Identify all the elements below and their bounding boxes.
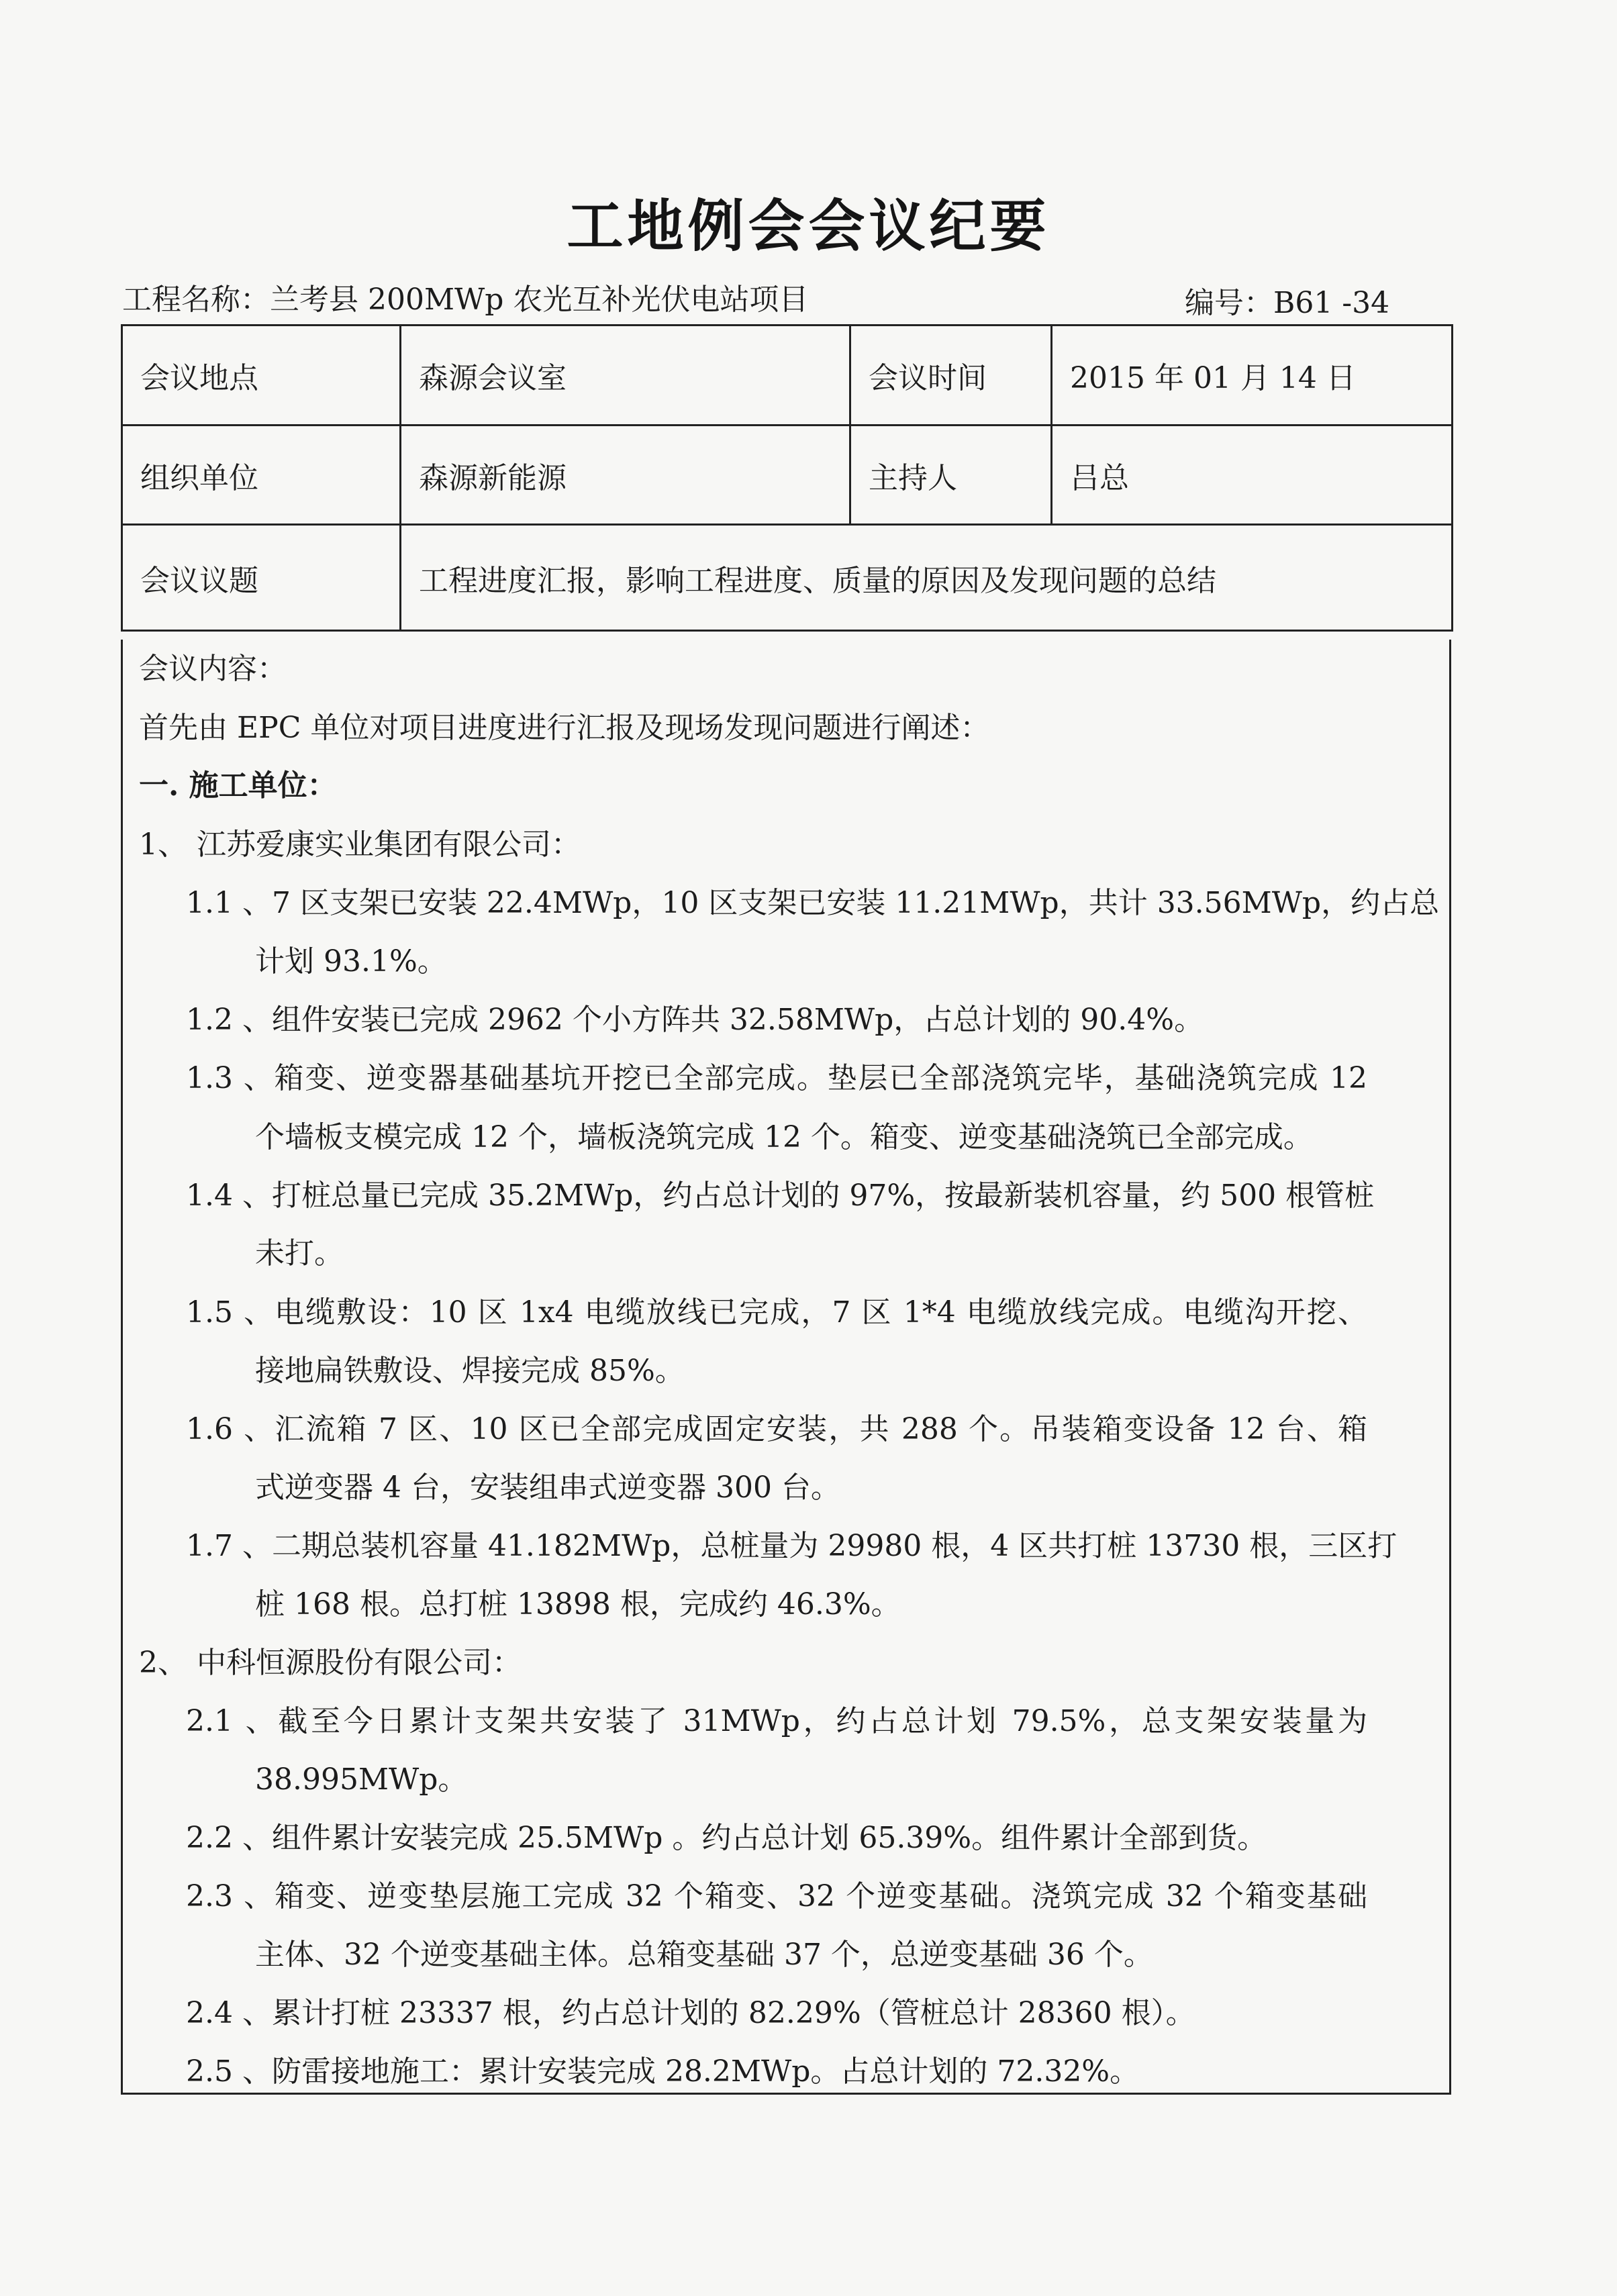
document-code: 编号：B61 -34 xyxy=(1185,286,1390,320)
list-item-continuation: 未打。 xyxy=(255,1236,344,1270)
document-title: 工地例会会议纪要 xyxy=(567,193,1050,259)
content-intro: 首先由 EPC 单位对项目进度进行汇报及现场发现问题进行阐述： xyxy=(139,711,990,745)
company-heading: 2、 中科恒源股份有限公司： xyxy=(139,1646,522,1680)
info-row-topic xyxy=(122,525,1453,631)
list-item-continuation: 接地扁铁敷设、焊接完成 85%。 xyxy=(255,1354,685,1388)
list-item-continuation: 个墙板支模完成 12 个，墙板浇筑完成 12 个。箱变、逆变基础浇筑已全部完成。 xyxy=(255,1120,1313,1154)
list-item: 1.3 、箱变、逆变器基础基坑开挖已全部完成。垫层已全部浇筑完毕，基础浇筑完成 12 xyxy=(186,1061,1367,1095)
list-item-continuation: 计划 93.1%。 xyxy=(255,944,447,979)
list-item-continuation: 主体、32 个逆变基础主体。总箱变基础 37 个，总逆变基础 36 个。 xyxy=(255,1938,1153,1972)
org-value: 森源新能源 xyxy=(401,426,850,525)
list-item: 1.7 、二期总装机容量 41.182MWp，总桩量为 29980 根，4 区共打桩 13730 根，三区打 xyxy=(186,1529,1398,1563)
info-row-location xyxy=(122,326,1453,426)
location-value: 森源会议室 xyxy=(401,326,850,426)
list-item-continuation: 式逆变器 4 台，安装组串式逆变器 300 台。 xyxy=(255,1470,840,1505)
list-item: 2.3 、箱变、逆变垫层施工完成 32 个箱变、32 个逆变基础。浇筑完成 32 个箱变基础 xyxy=(186,1879,1367,1913)
company-heading: 1、 江苏爱康实业集团有限公司： xyxy=(139,828,581,862)
list-item: 2.4 、累计打桩 23337 根，约占总计划的 82.29%（管桩总计 28360 根）。 xyxy=(186,1996,1195,2030)
info-row-org xyxy=(122,426,1453,525)
list-item: 2.1 、截至今日累计支架共安装了 31MWp，约占总计划 79.5%，总支架安装量为 xyxy=(186,1704,1367,1738)
content-heading: 会议内容： xyxy=(139,652,287,686)
list-item: 1.4 、打桩总量已完成 35.2MWp，约占总计划的 97%，按最新装机容量，约 500 根管桩 xyxy=(186,1179,1375,1213)
list-item: 1.2 、组件安装已完成 2962 个小方阵共 32.58MWp，占总计划的 90.4%。 xyxy=(186,1003,1204,1037)
list-item: 2.5 、防雷接地施工：累计安装完成 28.2MWp。占总计划的 72.32%。 xyxy=(186,2054,1140,2089)
list-item: 1.1 、7 区支架已安装 22.4MWp，10 区支架已安装 11.21MWp，共计 33.56MWp，约占总 xyxy=(186,886,1440,920)
location-label: 会议地点 xyxy=(122,326,401,426)
project-name: 工程名称：兰考县 200MWp 农光互补光伏电站项目 xyxy=(122,283,809,317)
host-value: 吕总 xyxy=(1052,426,1453,525)
list-item: 1.5 、电缆敷设：10 区 1x4 电缆放线已完成，7 区 1*4 电缆放线完成。电缆沟开挖、 xyxy=(186,1295,1367,1330)
topic-value: 工程进度汇报，影响工程进度、质量的原因及发现问题的总结 xyxy=(401,525,1453,631)
list-item-continuation: 38.995MWp。 xyxy=(255,1762,468,1797)
list-item: 1.6 、汇流箱 7 区、10 区已全部完成固定安装，共 288 个。吊装箱变设备 12 台、箱 xyxy=(186,1412,1367,1446)
meeting-info-table xyxy=(121,324,1453,632)
time-value: 2015 年 01 月 14 日 xyxy=(1052,326,1453,426)
org-label: 组织单位 xyxy=(122,426,401,525)
topic-label: 会议议题 xyxy=(122,525,401,631)
list-item-continuation: 桩 168 根。总打桩 13898 根，完成约 46.3%。 xyxy=(255,1587,901,1621)
host-label: 主持人 xyxy=(850,426,1052,525)
section-construction-units: 一. 施工单位： xyxy=(139,768,337,803)
time-label: 会议时间 xyxy=(850,326,1052,426)
list-item: 2.2 、组件累计安装完成 25.5MWp 。约占总计划 65.39%。组件累计全部到货。 xyxy=(186,1821,1267,1855)
